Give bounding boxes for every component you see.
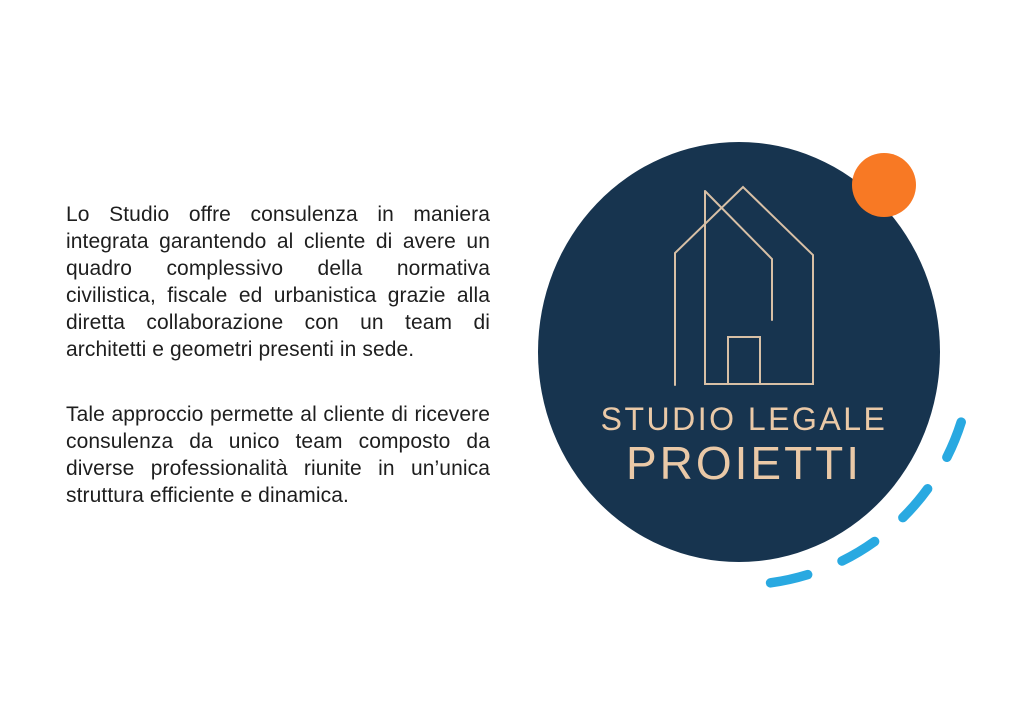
logo-name: PROIETTI xyxy=(625,437,863,489)
orange-accent-dot xyxy=(852,153,916,217)
logo-title: STUDIO LEGALE xyxy=(600,401,888,437)
intro-paragraph-1: Lo Studio offre consulenza in maniera integrata garantendo al cliente di avere un quadro complessivo della normativa civilistica, fiscale ed urbanistica grazie alla diretta collaborazione con un team di architetti e geometri presenti in sede. xyxy=(66,203,490,361)
intro-paragraph-2: Tale approccio permette al cliente di ricevere consulenza da unico team composto da diverse professionalità riunite in un’unica struttura efficiente e dinamica. xyxy=(66,403,490,507)
